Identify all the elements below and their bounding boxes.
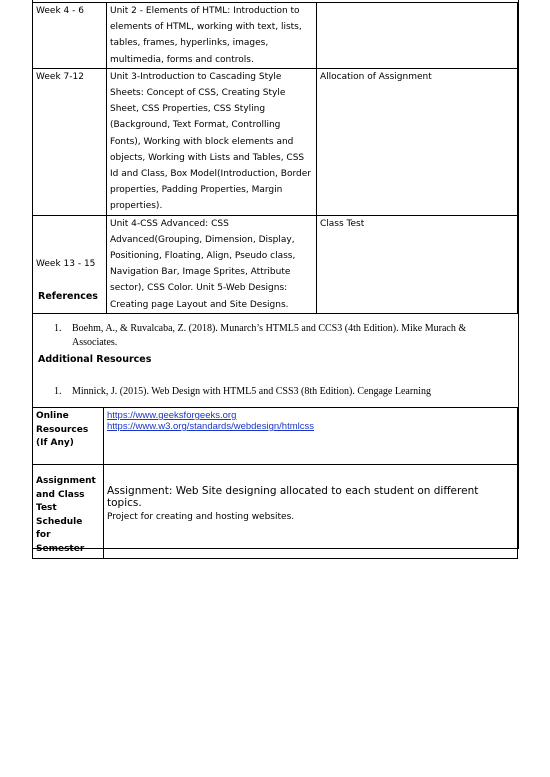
online-resources-cell [104,408,518,465]
references-heading: References [38,291,98,302]
additional-resources-list [54,385,494,399]
week-cell: Week 7-12 [33,68,107,215]
activity-cell: Class Test [317,215,518,313]
course-schedule-table [32,2,518,314]
assignment-text: Assignment: Web Site designing allocated to each student on different topics. [107,485,479,509]
activity-cell [317,3,518,69]
unit-content-cell: Unit 4-CSS Advanced: CSS Advanced(Grouping, Dimension, Display, Positioning, Floating, Align, Pseudo class, Navigation Bar, Image Sprites, Attribute sector), CSS Color. Unit 5-Web Designs: Creating page Layout and Site Designs. [107,215,317,313]
references-list [54,322,494,350]
table-row [33,465,518,559]
list-item-number: 1. [54,386,62,397]
table-row [33,68,518,215]
online-resources-label: Online Resources (If Any) [33,408,104,465]
additional-resources-heading: Additional Resources [38,354,152,365]
table-row [33,3,518,69]
activity-cell: Allocation of Assignment [317,68,518,215]
list-item-number: 1. [54,323,62,334]
list-item [54,322,494,350]
unit-content-cell: Unit 2 - Elements of HTML: Introduction to elements of HTML, working with text, lists, tables, frames, hyperlinks, images, multimedia, forms and controls. [107,3,317,69]
list-item [54,385,494,399]
list-item-text: Minnick, J. (2015). Web Design with HTML5 and CSS3 (8th Edition). Cengage Learning [72,386,431,397]
geeksforgeeks-link[interactable]: https://www.geeksforgeeks.org [107,410,237,421]
table-row [33,215,518,313]
resources-table [32,407,518,559]
w3c-webdesign-link[interactable]: https://www.w3.org/standards/webdesign/htmlcss [107,421,314,432]
assignment-schedule-label: Assignment and Class Test Schedule for Semester [33,465,104,559]
list-item-text: Boehm, A., & Ruvalcaba, Z. (2018). Munarch’s HTML5 and CCS3 (4th Edition). Mike Murach & Associates. [72,323,467,348]
project-text: Project for creating and hosting websites. [107,512,295,522]
assignment-cell [104,465,518,559]
week-cell: Week 4 - 6 [33,3,107,69]
table-row [33,408,518,465]
unit-content-cell: Unit 3-Introduction to Cascading Style Sheets: Concept of CSS, Creating Style Sheet, CSS Properties, CSS Styling (Background, Text Format, Controlling Fonts), Working with block elements and objects, Working with Lists and Tables, CSS Id and Class, Box Model(Introduction, Border properties, Padding Properties, Margin properties). [107,68,317,215]
week-cell: Week 13 - 15 [33,215,107,313]
